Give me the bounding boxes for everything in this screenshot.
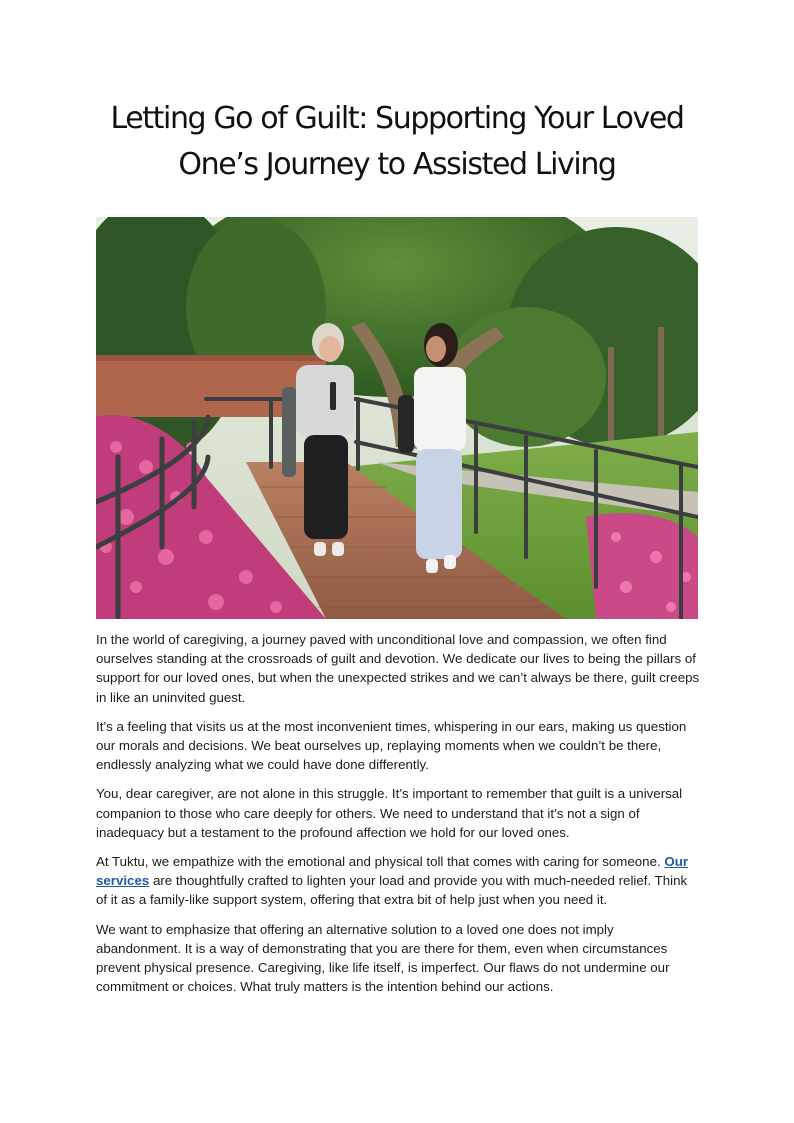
article-title-line-1: Letting Go of Guilt: Supporting Your Loved bbox=[110, 101, 684, 136]
paragraph: It’s a feeling that visits us at the most inconvenient times, whispering in our ears, making us question our morals and decisions. We beat ourselves up, replaying moments when we couldn’t be there, endlessly analyzing what we could have done differently. bbox=[96, 718, 687, 773]
paragraph-text: are thoughtfully crafted to lighten your load and provide you with much-needed relief. Think of it as a family-like support system, offering that extra bit of help just when you need it. bbox=[96, 873, 688, 908]
paragraph: In the world of caregiving, a journey paved with unconditional love and compassion, we often find ourselves standing at the crossroads of guilt and devotion. We dedicate our lives to being the pillars of support for our loved ones, but when the unexpected strikes and we can’t always be there, guilt creeps in like an uninvited guest. bbox=[96, 632, 700, 705]
article-title-line-2: One’s Journey to Assisted Living bbox=[178, 147, 616, 182]
article-body bbox=[96, 630, 700, 1006]
paragraph-with-link bbox=[96, 852, 700, 910]
paragraph: You, dear caregiver, are not alone in this struggle. It’s important to remember that guilt is a universal companion to those who care deeply for others. We need to understand that it’s not a sign of inadequacy but a testament to the profound affection we hold for our loved ones. bbox=[96, 786, 683, 840]
paragraph-text: At Tuktu, we empathize with the emotional and physical toll that comes with caring for someone. bbox=[96, 854, 665, 870]
article-title bbox=[70, 96, 724, 188]
hero-image bbox=[96, 217, 698, 619]
paragraph: We want to emphasize that offering an alternative solution to a loved one does not imply abandonment. It is a way of demonstrating that you are there for them, even when circumstances prevent physical presence. Caregiving, like life itself, is imperfect. Our flaws do not undermine our commitment or choices. What truly matters is the intention behind our actions. bbox=[96, 921, 670, 995]
our-services-link[interactable]: Our services bbox=[96, 854, 688, 889]
